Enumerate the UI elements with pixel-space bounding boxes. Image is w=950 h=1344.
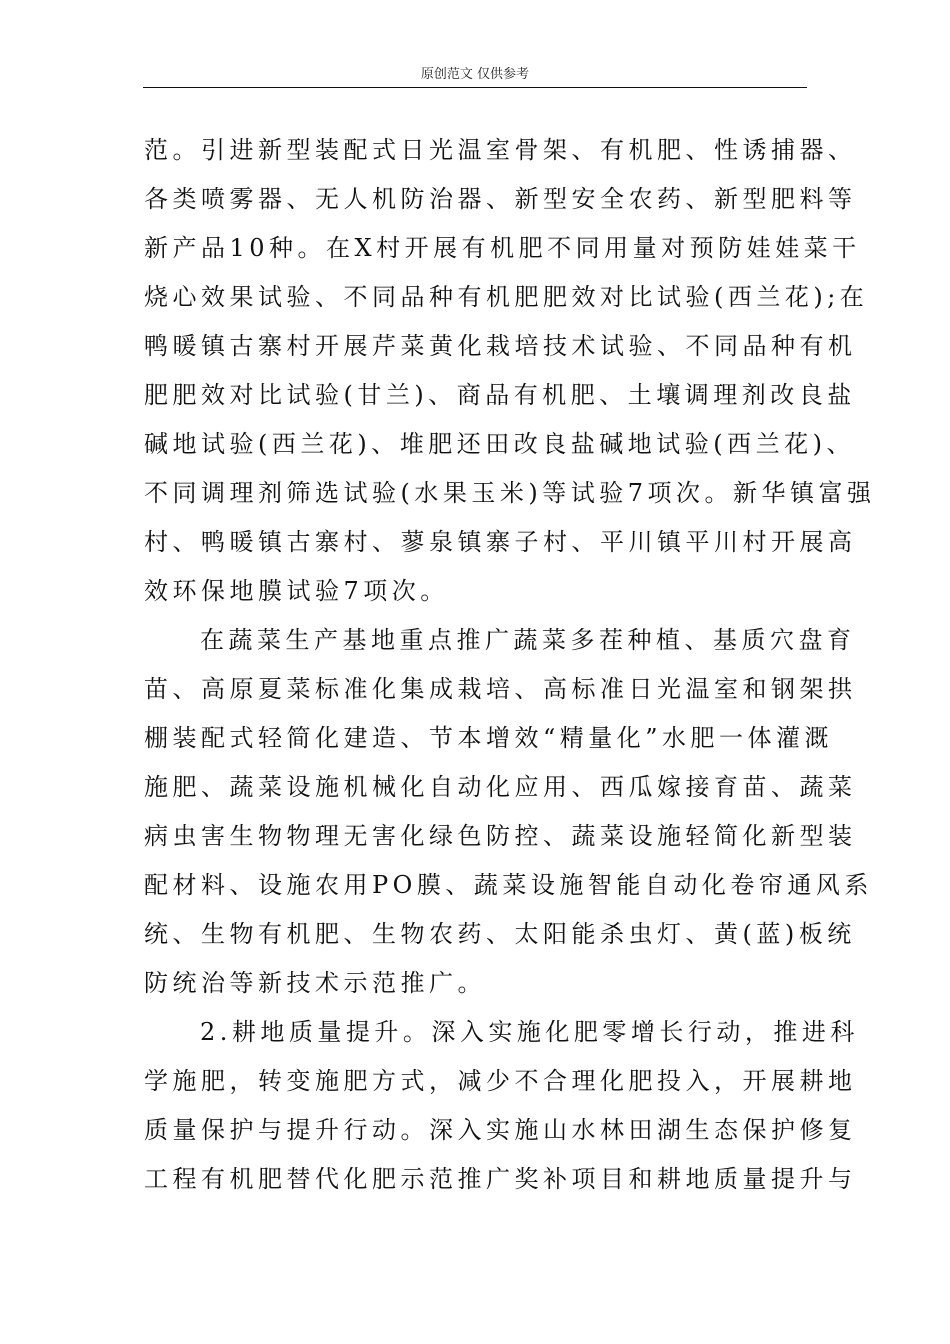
text-line: 防统治等新技术示范推广。 bbox=[144, 969, 486, 997]
text-line: 苗、高原夏菜标准化集成栽培、高标准日光温室和钢架拱 bbox=[144, 675, 857, 703]
document-body bbox=[144, 126, 876, 1204]
text-line: 肥肥效对比试验(甘兰)、商品有机肥、土壤调理剂改良盐 bbox=[144, 381, 856, 409]
text-line: 配材料、设施农用PO膜、蔬菜设施智能自动化卷帘通风系 bbox=[144, 871, 873, 899]
paragraph-first-line: 在蔬菜生产基地重点推广蔬菜多茬种植、基质穴盘育 bbox=[200, 626, 856, 654]
text-line: 各类喷雾器、无人机防治器、新型安全农药、新型肥料等 bbox=[144, 185, 857, 213]
text-line: 范。引进新型装配式日光温室骨架、有机肥、性诱捕器、 bbox=[144, 136, 857, 164]
text-line: 村、鸭暖镇古寨村、蓼泉镇寨子村、平川镇平川村开展高 bbox=[144, 528, 857, 556]
text-line: 工程有机肥替代化肥示范推广奖补项目和耕地质量提升与 bbox=[144, 1165, 857, 1193]
text-line: 碱地试验(西兰花)、堆肥还田改良盐碱地试验(西兰花)、 bbox=[144, 430, 855, 458]
text-line: 新产品10种。在X村开展有机肥不同用量对预防娃娃菜干 bbox=[144, 234, 861, 262]
text-line: 病虫害生物物理无害化绿色防控、蔬菜设施轻简化新型装 bbox=[144, 822, 857, 850]
text-line: 施肥、蔬菜设施机械化自动化应用、西瓜嫁接育苗、蔬菜 bbox=[144, 773, 857, 801]
text-line: 棚装配式轻简化建造、节本增效“精量化”水肥一体灌溉 bbox=[144, 724, 834, 752]
text-line: 统、生物有机肥、生物农药、太阳能杀虫灯、黄(蓝)板统 bbox=[144, 920, 856, 948]
header-divider bbox=[143, 87, 807, 88]
text-line: 效环保地膜试验7项次。 bbox=[144, 577, 449, 605]
paragraph-first-line: 2.耕地质量提升。深入实施化肥零增长行动，推进科 bbox=[200, 1018, 859, 1046]
text-line: 不同调理剂筛选试验(水果玉米)等试验7项次。新华镇富强 bbox=[144, 479, 876, 507]
page-header: 原创范文 仅供参考 bbox=[420, 67, 530, 82]
text-line: 质量保护与提升行动。深入实施山水林田湖生态保护修复 bbox=[144, 1116, 857, 1144]
text-line: 烧心效果试验、不同品种有机肥肥效对比试验(西兰花);在 bbox=[144, 283, 869, 311]
text-line: 学施肥，转变施肥方式，减少不合理化肥投入，开展耕地 bbox=[144, 1067, 857, 1095]
text-line: 鸭暖镇古寨村开展芹菜黄化栽培技术试验、不同品种有机 bbox=[144, 332, 857, 360]
